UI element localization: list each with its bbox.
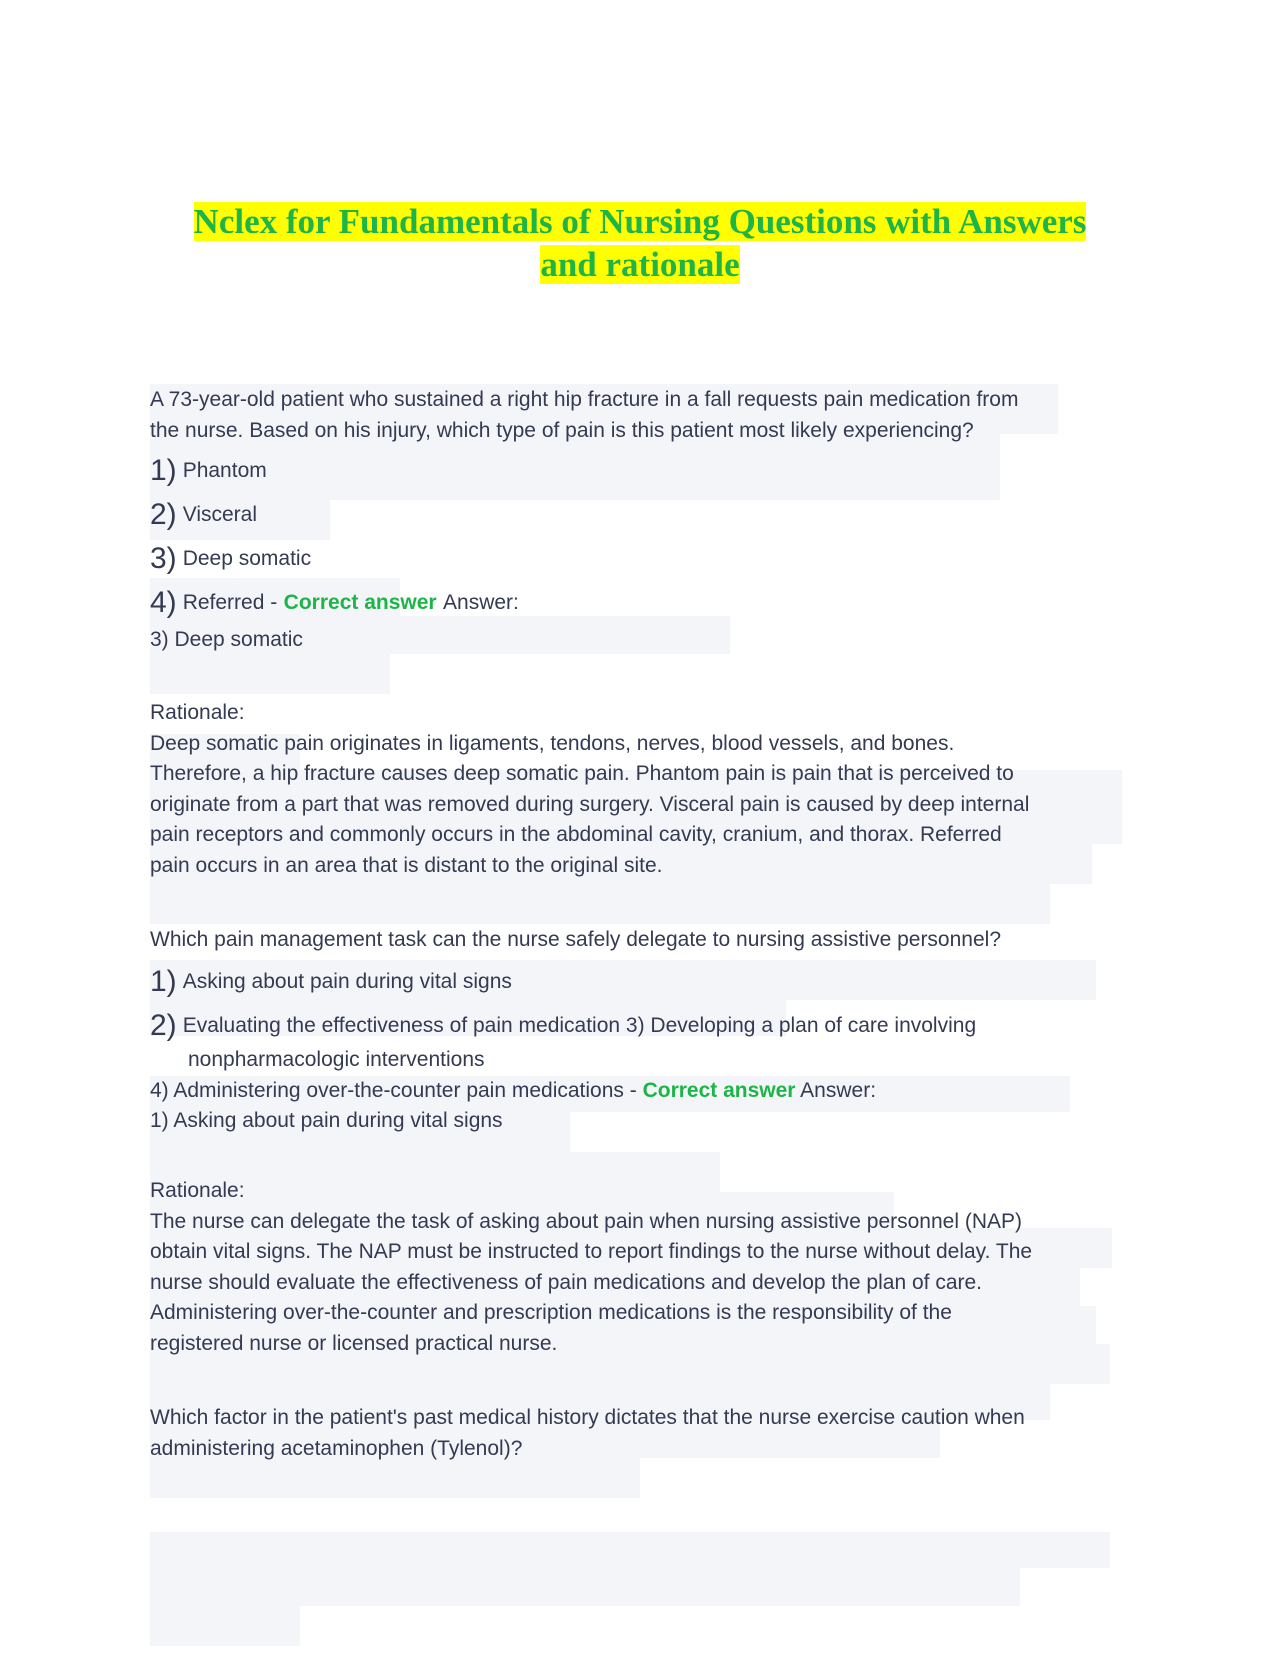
- q1-rationale-line: pain occurs in an area that is distant to the original site.: [150, 853, 663, 877]
- q3-question: [150, 1403, 1025, 1464]
- q2-option-2: [150, 1004, 976, 1048]
- shade-block: [150, 1458, 640, 1498]
- q2-option-number: 2): [150, 1009, 177, 1042]
- shade-block: [150, 654, 390, 694]
- q2-rationale-line: nurse should evaluate the effectiveness of pain medications and develop the plan of care.: [150, 1270, 983, 1294]
- q1-option-number: 3): [150, 542, 177, 575]
- q2-option-4: [150, 1076, 876, 1106]
- q2-option-4-text: 4) Administering over-the-counter pain medications -: [150, 1079, 637, 1102]
- q2-rationale-line: registered nurse or licensed practical nurse.: [150, 1331, 558, 1355]
- q1-option-number: 4): [150, 586, 177, 619]
- q2-question: Which pain management task can the nurse safely delegate to nursing assistive personnel?: [150, 928, 1001, 951]
- q2-correct-answer-label: Correct answer: [642, 1079, 796, 1102]
- q1-option-3: [150, 537, 311, 581]
- q1-option-text: Phantom: [182, 459, 267, 482]
- q1-option-text: Referred -: [182, 591, 278, 614]
- shade-block: [150, 1532, 1110, 1568]
- shade-block: [150, 1606, 300, 1646]
- q2-rationale-line: The nurse can delegate the task of asking about pain when nursing assistive personnel (NAP): [150, 1209, 1023, 1233]
- q2-answer-value: 1) Asking about pain during vital signs: [150, 1109, 503, 1132]
- document-title: [140, 200, 1140, 286]
- q2-option-number: 1): [150, 965, 177, 998]
- q2-rationale-line: obtain vital signs. The NAP must be instructed to report findings to the nurse without delay. The: [150, 1240, 1033, 1263]
- q1-question-line: A 73-year-old patient who sustained a right hip fracture in a fall requests pain medication from: [150, 388, 1019, 411]
- q2-rationale-label: Rationale:: [150, 1179, 245, 1202]
- title-line-1: Nclex for Fundamentals of Nursing Questions with Answers: [193, 202, 1087, 241]
- q1-rationale-line: Deep somatic pain originates in ligaments, tendons, nerves, blood vessels, and bones.: [150, 731, 955, 755]
- q1-option-number: 2): [150, 498, 177, 531]
- shade-block: [150, 1568, 1020, 1606]
- title-line-2: and rationale: [540, 245, 740, 284]
- q2-option-text: Evaluating the effectiveness of pain medication 3) Developing a plan of care involving: [182, 1014, 977, 1037]
- q1-rationale-line: originate from a part that was removed during surgery. Visceral pain is caused by deep internal: [150, 792, 1030, 816]
- q1-rationale-line: Therefore, a hip fracture causes deep somatic pain. Phantom pain is pain that is perceived to: [150, 762, 1014, 785]
- q2-rationale: [150, 1176, 1032, 1359]
- q2-option-2-continuation: nonpharmacologic interventions: [188, 1048, 485, 1071]
- q2-option-1: [150, 960, 512, 1004]
- q1-option-4: [150, 581, 519, 625]
- q1-option-text: Visceral: [182, 503, 257, 526]
- q1-question-line: the nurse. Based on his injury, which type of pain is this patient most likely experiencing?: [150, 418, 974, 442]
- q1-correct-answer-label: Correct answer: [283, 591, 437, 614]
- q3-question-line: Which factor in the patient's past medical history dictates that the nurse exercise caution when: [150, 1406, 1025, 1429]
- q1-option-number: 1): [150, 454, 177, 487]
- q2-answer-label: Answer:: [800, 1079, 877, 1102]
- q1-option-text: Deep somatic: [182, 547, 312, 570]
- q2-option-text: Asking about pain during vital signs: [182, 970, 512, 993]
- shade-block: [150, 884, 1050, 924]
- q1-answer-label: Answer:: [443, 591, 519, 614]
- q1-question: [150, 385, 1018, 446]
- q1-rationale: [150, 698, 1029, 881]
- q1-option-1: [150, 449, 267, 493]
- q1-answer-value: 3) Deep somatic: [150, 628, 303, 651]
- q2-rationale-line: Administering over-the-counter and prescription medications is the responsibility of the: [150, 1301, 952, 1324]
- q1-rationale-line: pain receptors and commonly occurs in the abdominal cavity, cranium, and thorax. Referred: [150, 823, 1002, 846]
- q3-question-line: administering acetaminophen (Tylenol)?: [150, 1436, 523, 1460]
- q1-rationale-label: Rationale:: [150, 701, 245, 724]
- q1-option-2: [150, 493, 257, 537]
